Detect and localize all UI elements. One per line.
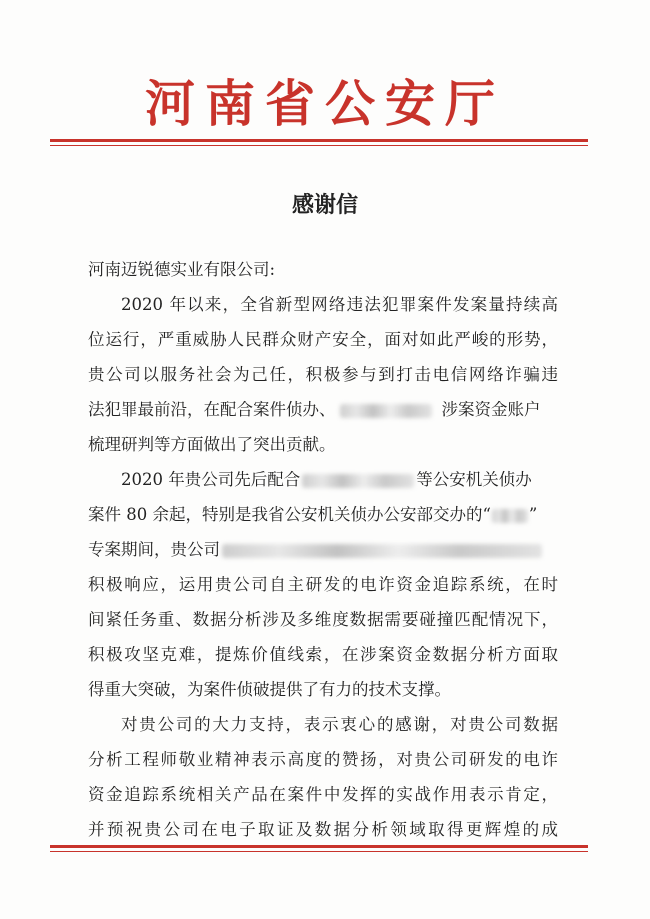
paragraph-2-line-1-part-a: 2020 年贵公司先后配合: [121, 470, 301, 489]
paragraph-3-line-1: 对贵公司的大力支持，表示衷心的感谢，对贵公司数据: [121, 715, 558, 734]
letterhead-rule-thick: [50, 139, 588, 142]
paragraph-1-line-3: 贵公司以服务社会为己任，积极参与到打击电信网络诈骗违: [88, 365, 558, 384]
paragraph-2-line-2-part-b: ”: [528, 505, 538, 524]
redaction-blur: [492, 509, 528, 523]
paragraph-2-line-3: [88, 532, 558, 567]
paragraph-3-line-3: 资金追踪系统相关产品在案件中发挥的实战作用表示肯定，: [88, 785, 558, 804]
paragraph-3-line-4: 并预祝贵公司在电子取证及数据分析领域取得更辉煌的成: [88, 820, 558, 839]
paragraph-3-line-2: 分析工程师敬业精神表示高度的赞扬，对贵公司研发的电诈: [88, 750, 558, 769]
redaction-blur: [302, 474, 414, 488]
paragraph-2-line-4: 积极响应，运用贵公司自主研发的电诈资金追踪系统，在时: [88, 575, 558, 594]
paragraph-2-line-1-part-b: 等公安机关侦办: [416, 470, 532, 489]
letterhead-org-name: 河南省公安厅: [145, 75, 505, 133]
footer-rule-thick: [50, 845, 588, 848]
paragraph-1-line-4-part-a: 法犯罪最前沿，在配合案件侦办、: [88, 400, 336, 419]
letter-title: 感谢信: [291, 193, 358, 218]
redaction-blur: [222, 544, 542, 558]
paragraph-2-line-3-part-a: 专案期间，贵公司: [88, 540, 220, 559]
paragraph-2-line-1: [88, 462, 558, 497]
paragraph-2-line-2: [88, 497, 558, 532]
paragraph-2-line-6: 积极攻坚克难，提炼价值线索，在涉案资金数据分析方面取: [88, 645, 558, 664]
paragraph-1-line-5: 梳理研判等方面做出了突出贡献。: [88, 435, 336, 454]
paragraph-1-line-2: 位运行，严重威胁人民群众财产安全，面对如此严峻的形势，: [88, 330, 558, 349]
paragraph-1-line-4-part-b: 涉案资金账户: [441, 400, 541, 419]
paragraph-1-line-4: [88, 392, 558, 427]
letter-body: [88, 252, 558, 847]
footer-rule-thin: [50, 851, 588, 852]
redaction-blur: [340, 404, 432, 418]
paragraph-2-line-7: 得重大突破，为案件侦破提供了有力的技术支撑。: [88, 680, 451, 699]
letterhead-rule-thin: [50, 145, 588, 146]
paragraph-1-line-1: 2020 年以来，全省新型网络违法犯罪案件发案量持续高: [121, 295, 558, 314]
paragraph-2-line-5: 间紧任务重、数据分析涉及多维度数据需要碰撞匹配情况下，: [88, 610, 558, 629]
paragraph-2-line-2-part-a: 案件 80 余起，特别是我省公安机关侦办公安部交办的“: [88, 505, 491, 524]
salutation: 河南迈锐德实业有限公司:: [88, 260, 276, 279]
